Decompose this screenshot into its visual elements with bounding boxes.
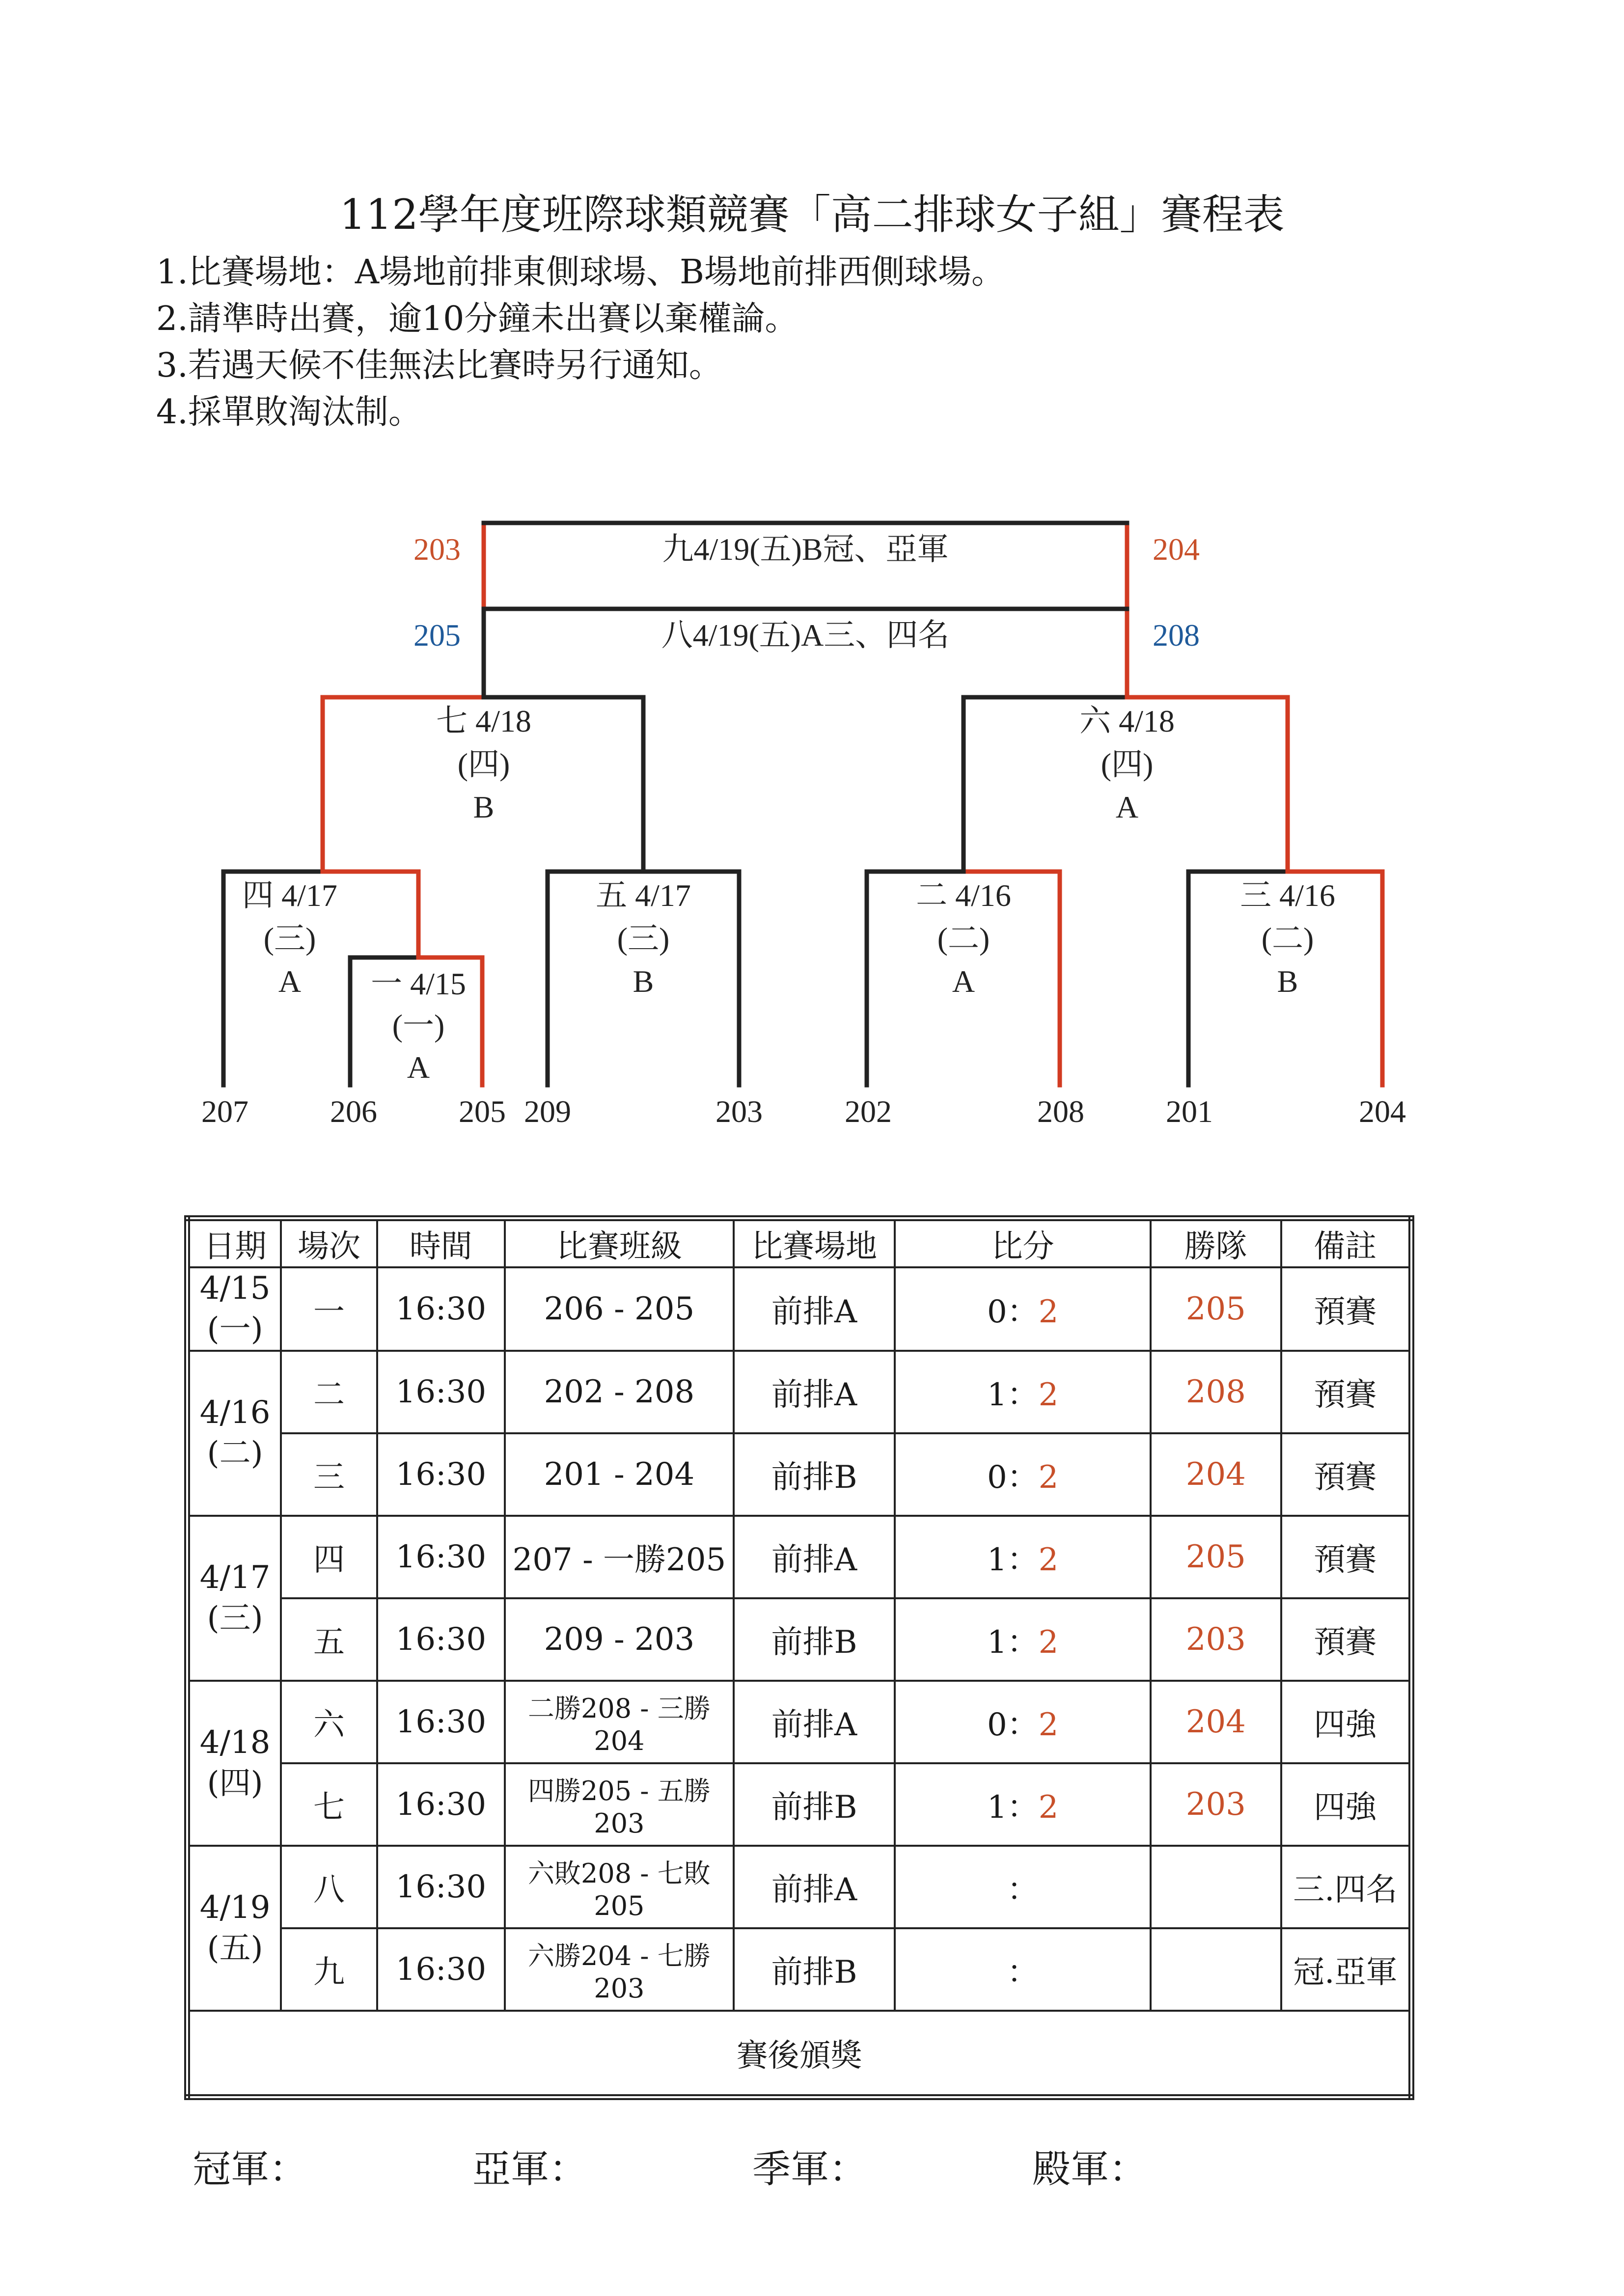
game-cell: 二 xyxy=(281,1351,377,1433)
runner-up-label: 亞軍： xyxy=(472,2147,588,2191)
score-cell: 1：2 xyxy=(895,1516,1151,1598)
score-cell: ： xyxy=(895,1928,1151,2011)
teams-cell: 四勝205 - 五勝203 xyxy=(505,1763,734,1846)
table-row xyxy=(187,1351,1411,1433)
schedule-table xyxy=(184,1215,1414,2100)
third-place-right-team: 208 xyxy=(1153,618,1200,653)
venue-cell: 前排A xyxy=(734,1681,895,1763)
note-cell: 冠.亞軍 xyxy=(1281,1928,1411,2011)
rule-format: 4.採單敗淘汰制。 xyxy=(156,393,422,432)
venue-cell: 前排A xyxy=(734,1267,895,1351)
winner-cell: 205 xyxy=(1151,1267,1281,1351)
rule-punctuality: 2.請準時出賽，逾10分鐘未出賽以棄權論。 xyxy=(156,300,798,338)
note-cell: 預賽 xyxy=(1281,1267,1411,1351)
date-cell: 4/16 (二) xyxy=(187,1351,281,1516)
team-label: 207 xyxy=(201,1094,248,1129)
date-cell: 4/17 (三) xyxy=(187,1516,281,1681)
header-winner: 勝隊 xyxy=(1151,1218,1281,1267)
winner-cell: 203 xyxy=(1151,1598,1281,1681)
team-label: 203 xyxy=(716,1094,763,1129)
table-header-row xyxy=(187,1218,1411,1267)
teams-cell: 202 - 208 xyxy=(505,1351,734,1433)
fourth-place-award-label: 殿軍： xyxy=(1032,2147,1148,2191)
note-cell: 預賽 xyxy=(1281,1516,1411,1598)
venue-cell: 前排B xyxy=(734,1928,895,2011)
team-label: 204 xyxy=(1359,1094,1406,1129)
semi-liu-venue: A xyxy=(1115,790,1139,824)
champion-label: 冠軍： xyxy=(193,2147,308,2191)
venue-cell: 前排B xyxy=(734,1763,895,1846)
rule-weather: 3.若遇天候不佳無法比賽時另行通知。 xyxy=(156,346,722,385)
team-label: 208 xyxy=(1037,1094,1084,1129)
teams-cell: 209 - 203 xyxy=(505,1598,734,1681)
venue-cell: 前排A xyxy=(734,1516,895,1598)
quarter-san-weekday: (二) xyxy=(1261,921,1314,956)
score-cell: 0：2 xyxy=(895,1433,1151,1516)
table-row xyxy=(187,1928,1411,2011)
table-row xyxy=(187,1846,1411,1928)
table-footer-row xyxy=(187,2011,1411,2097)
team-label: 209 xyxy=(524,1094,571,1129)
team-label: 201 xyxy=(1166,1094,1213,1129)
winner-cell: 203 xyxy=(1151,1763,1281,1846)
semi-qi-weekday: (四) xyxy=(457,747,510,782)
final-label: 九4/19(五)B冠、亞軍 xyxy=(662,532,949,567)
third-place-label: 八4/19(五)A三、四名 xyxy=(661,618,950,653)
header-score: 比分 xyxy=(895,1218,1151,1267)
third-place-award-label: 季軍： xyxy=(752,2147,868,2191)
game-cell: 八 xyxy=(281,1846,377,1928)
table-row xyxy=(187,1763,1411,1846)
score-cell: 1：2 xyxy=(895,1598,1151,1681)
time-cell: 16:30 xyxy=(377,1928,505,2011)
semi-qi-venue: B xyxy=(473,790,495,824)
time-cell: 16:30 xyxy=(377,1433,505,1516)
quarter-si-weekday: (三) xyxy=(263,921,316,956)
round1-venue: A xyxy=(407,1050,430,1085)
teams-cell: 207 - 一勝205 xyxy=(505,1516,734,1598)
round1-title: 一 4/15 xyxy=(371,966,466,1001)
time-cell: 16:30 xyxy=(377,1681,505,1763)
table-row xyxy=(187,1516,1411,1598)
score-cell: 1：2 xyxy=(895,1351,1151,1433)
quarter-wu-title: 五 4/17 xyxy=(596,878,691,913)
winner-cell xyxy=(1151,1846,1281,1928)
venue-cell: 前排B xyxy=(734,1598,895,1681)
winner-cell: 204 xyxy=(1151,1681,1281,1763)
winner-cell: 205 xyxy=(1151,1516,1281,1598)
time-cell: 16:30 xyxy=(377,1763,505,1846)
teams-cell: 206 - 205 xyxy=(505,1267,734,1351)
quarter-wu-venue: B xyxy=(633,964,654,999)
game-cell: 一 xyxy=(281,1267,377,1351)
time-cell: 16:30 xyxy=(377,1351,505,1433)
game-cell: 四 xyxy=(281,1516,377,1598)
quarter-si-venue: A xyxy=(278,964,302,999)
team-label: 205 xyxy=(459,1094,506,1129)
header-venue: 比賽場地 xyxy=(734,1218,895,1267)
table-row xyxy=(187,1598,1411,1681)
quarter-si-title: 四 4/17 xyxy=(242,878,337,913)
venue-cell: 前排A xyxy=(734,1351,895,1433)
game-cell: 六 xyxy=(281,1681,377,1763)
game-cell: 七 xyxy=(281,1763,377,1846)
date-cell: 4/19 (五) xyxy=(187,1846,281,2011)
semi-liu-weekday: (四) xyxy=(1101,747,1154,782)
date-cell: 4/18 (四) xyxy=(187,1681,281,1846)
time-cell: 16:30 xyxy=(377,1598,505,1681)
quarter-san-title: 三 4/16 xyxy=(1240,878,1335,913)
date-cell: 4/15 (一) xyxy=(187,1267,281,1351)
table-row xyxy=(187,1681,1411,1763)
round1-weekday: (一) xyxy=(392,1008,445,1043)
semi-qi-title: 七 4/18 xyxy=(436,704,531,738)
teams-cell: 201 - 204 xyxy=(505,1433,734,1516)
header-time: 時間 xyxy=(377,1218,505,1267)
semi-liu-title: 六 4/18 xyxy=(1079,704,1175,738)
table-row xyxy=(187,1433,1411,1516)
quarter-wu-weekday: (三) xyxy=(617,921,670,956)
table-row xyxy=(187,1267,1411,1351)
time-cell: 16:30 xyxy=(377,1516,505,1598)
winner-cell: 208 xyxy=(1151,1351,1281,1433)
time-cell: 16:30 xyxy=(377,1267,505,1351)
winner-cell: 204 xyxy=(1151,1433,1281,1516)
page-title: 112學年度班際球類競賽「高二排球女子組」賽程表 xyxy=(339,191,1285,239)
score-cell: 0：2 xyxy=(895,1681,1151,1763)
note-cell: 預賽 xyxy=(1281,1351,1411,1433)
score-cell: 0：2 xyxy=(895,1267,1151,1351)
teams-cell: 二勝208 - 三勝204 xyxy=(505,1681,734,1763)
quarter-er-title: 二 4/16 xyxy=(916,878,1011,913)
venue-cell: 前排B xyxy=(734,1433,895,1516)
winner-cell xyxy=(1151,1928,1281,2011)
note-cell: 四強 xyxy=(1281,1763,1411,1846)
header-game: 場次 xyxy=(281,1218,377,1267)
team-label: 202 xyxy=(845,1094,892,1129)
quarter-er-weekday: (二) xyxy=(937,921,990,956)
note-cell: 預賽 xyxy=(1281,1598,1411,1681)
quarter-er-venue: A xyxy=(952,964,975,999)
time-cell: 16:30 xyxy=(377,1846,505,1928)
note-cell: 三.四名 xyxy=(1281,1846,1411,1928)
game-cell: 三 xyxy=(281,1433,377,1516)
score-cell: ： xyxy=(895,1846,1151,1928)
final-right-team: 204 xyxy=(1153,532,1200,567)
header-date: 日期 xyxy=(187,1218,281,1267)
venue-cell: 前排A xyxy=(734,1846,895,1928)
score-cell: 1：2 xyxy=(895,1763,1151,1846)
note-cell: 預賽 xyxy=(1281,1433,1411,1516)
rule-venue: 1.比賽場地：A場地前排東側球場、B場地前排西側球場。 xyxy=(156,253,1005,292)
header-note: 備註 xyxy=(1281,1218,1411,1267)
quarter-san-venue: B xyxy=(1277,964,1298,999)
header-teams: 比賽班級 xyxy=(505,1218,734,1267)
game-cell: 九 xyxy=(281,1928,377,2011)
third-place-left-team: 205 xyxy=(413,618,461,653)
teams-cell: 六勝204 - 七勝203 xyxy=(505,1928,734,2011)
game-cell: 五 xyxy=(281,1598,377,1681)
award-ceremony: 賽後頒獎 xyxy=(187,2011,1411,2097)
final-left-team: 203 xyxy=(413,532,461,567)
note-cell: 四強 xyxy=(1281,1681,1411,1763)
team-label: 206 xyxy=(330,1094,377,1129)
teams-cell: 六敗208 - 七敗205 xyxy=(505,1846,734,1928)
